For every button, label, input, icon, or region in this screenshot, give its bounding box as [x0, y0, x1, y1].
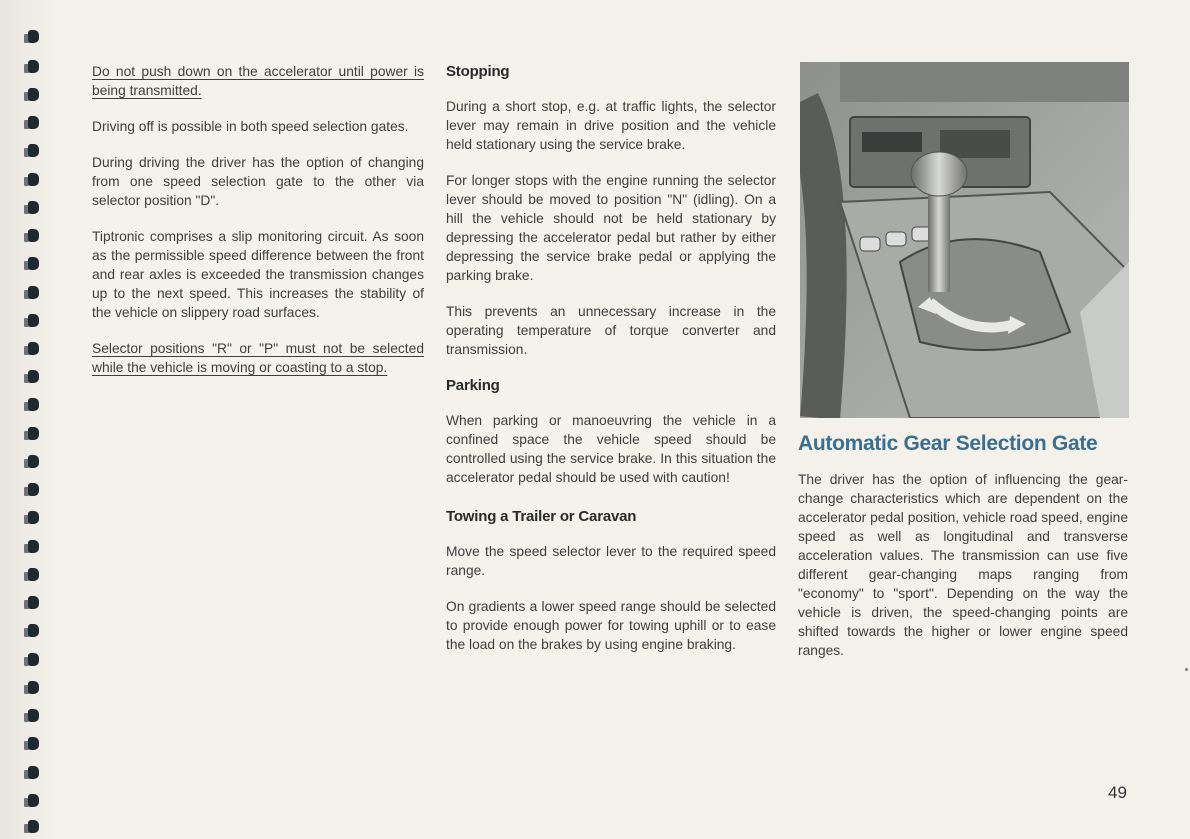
- gear-gate-heading: Automatic Gear Selection Gate: [798, 432, 1098, 455]
- towing-paragraph-1: Move the speed selector lever to the required speed range.: [446, 544, 776, 578]
- tiptronic-paragraph: Tiptronic comprises a slip monitoring circuit. As soon as the permissible speed difference between the front and rear axles is exceeded the transmission changes up to the next speed. This increases the stability of the vehicle on slippery road surfaces.: [92, 229, 424, 320]
- column-middle: [446, 62, 776, 671]
- gear-selector-photo: [800, 62, 1129, 418]
- stopping-paragraph-1: During a short stop, e.g. at traffic lights, the selector lever may remain in drive position and the vehicle held stationary using the service brake.: [446, 99, 776, 152]
- column-left: [92, 62, 424, 394]
- margin-dot: [1185, 668, 1188, 671]
- towing-heading: Towing a Trailer or Caravan: [446, 508, 637, 525]
- stopping-paragraph-2: For longer stops with the engine running the selector lever should be moved to position "N" (idling). On a hill the vehicle should not be held stationary by depressing the accelerator pedal but rather by either depressing the service brake pedal or applying the parking brake.: [446, 173, 776, 283]
- accelerator-warning: Do not push down on the accelerator until power is being transmitted.: [92, 64, 424, 98]
- stopping-paragraph-3: This prevents an unnecessary increase in the operating temperature of torque converter and transmission.: [446, 304, 776, 357]
- gear-gate-paragraph: The driver has the option of influencing the gear-change characteristics which are dependent on the accelerator pedal position, vehicle road speed, engine speed as well as longitudinal and transverse acceleration values. The transmission can use five different gear-changing maps ranging from "economy" to "sport". Depending on the way the vehicle is driven, the speed-changing points are shifted towards the higher or lower engine speed ranges.: [798, 472, 1128, 658]
- parking-heading: Parking: [446, 377, 500, 394]
- parking-paragraph: When parking or manoeuvring the vehicle in a confined space the vehicle speed should be controlled using the service brake. In this situation the accelerator pedal should be used with caution!: [446, 413, 776, 485]
- spiral-binding: [0, 0, 60, 839]
- towing-paragraph-2: On gradients a lower speed range should be selected to provide enough power for towing uphill or to ease the load on the brakes by using engine braking.: [446, 599, 776, 652]
- speed-gates-paragraph: Driving off is possible in both speed selection gates.: [92, 119, 409, 134]
- selector-warning: Selector positions "R" or "P" must not be selected while the vehicle is moving or coasting to a stop.: [92, 341, 424, 375]
- page-number: 49: [1108, 783, 1127, 802]
- gate-change-paragraph: During driving the driver has the option of changing from one speed selection gate to the other via selector position "D".: [92, 155, 424, 208]
- column-right: [798, 470, 1128, 677]
- stopping-heading: Stopping: [446, 63, 510, 80]
